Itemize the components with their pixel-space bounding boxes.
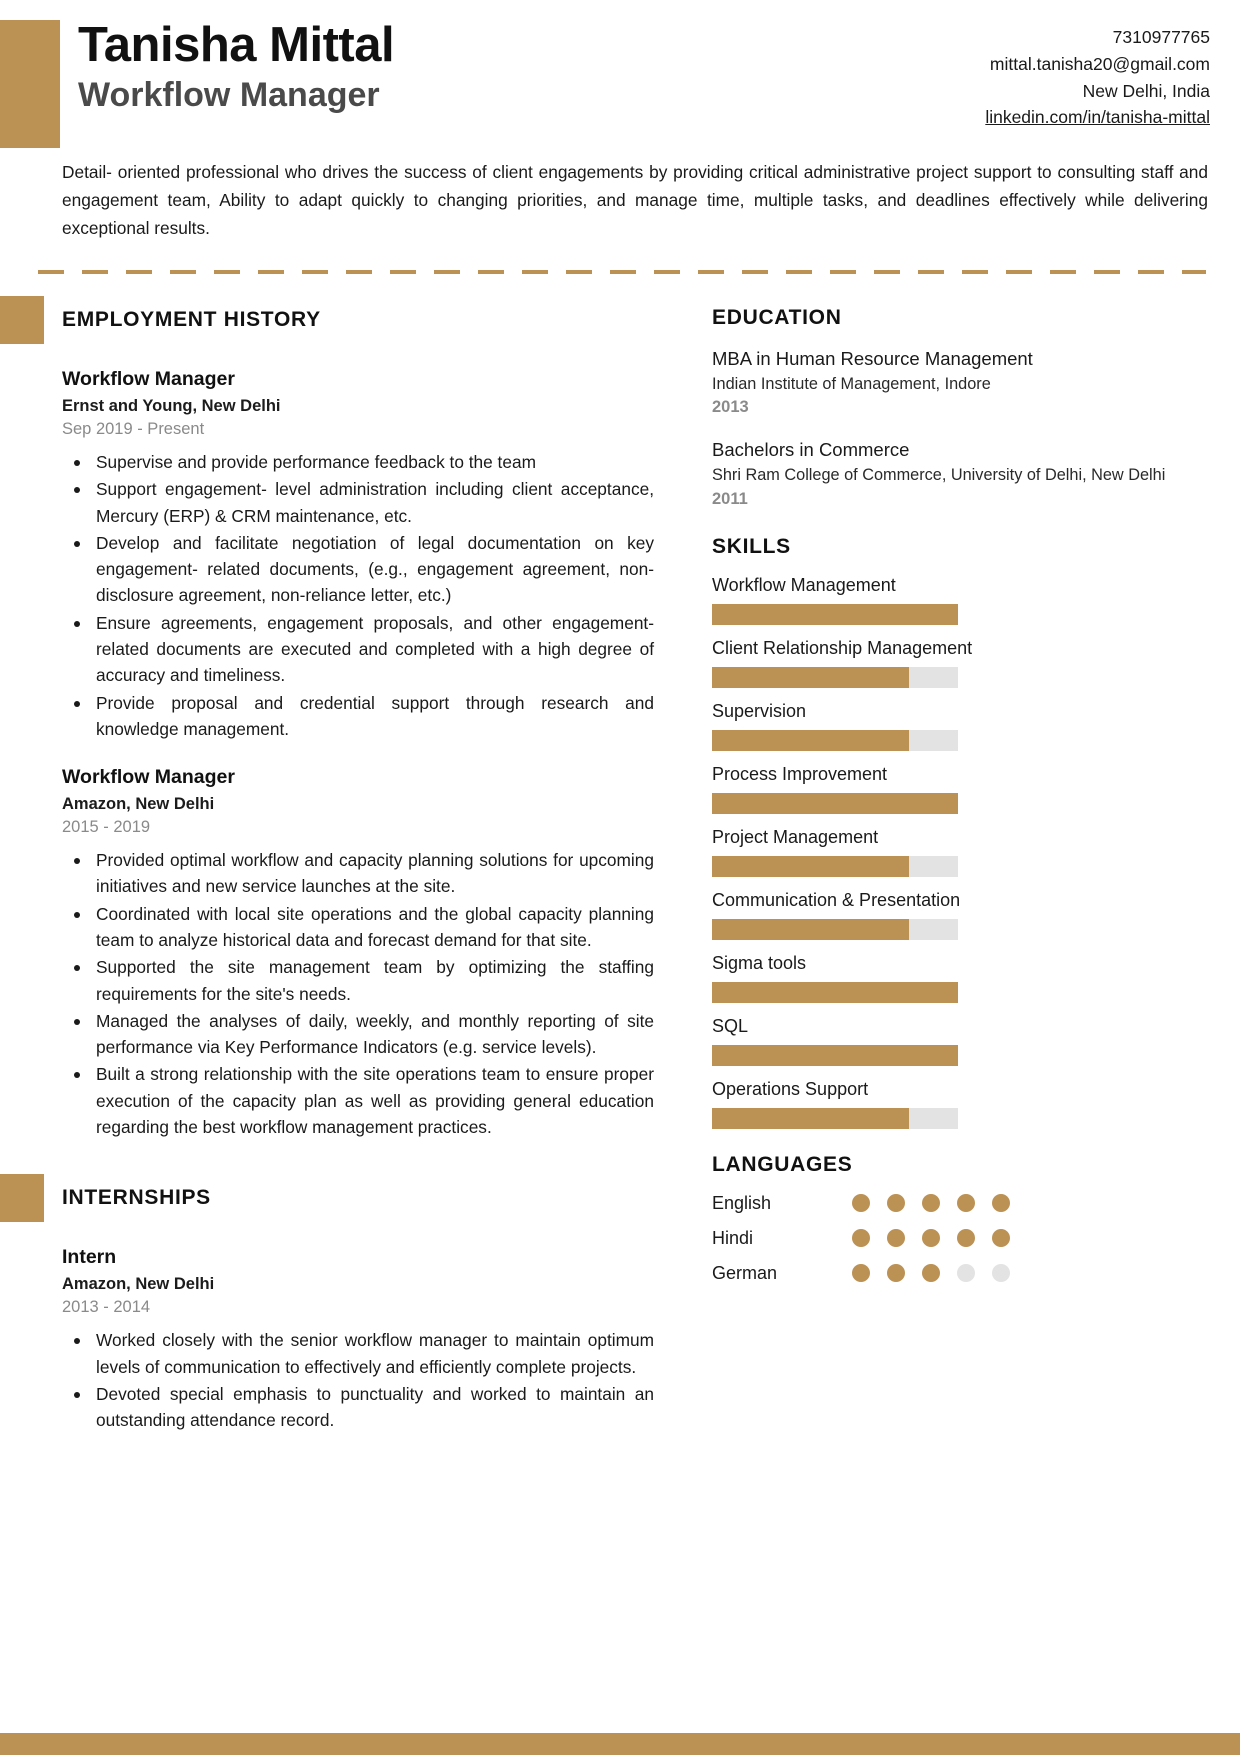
language-rating-dots — [852, 1194, 1010, 1212]
rating-dot-empty — [992, 1264, 1010, 1282]
rating-dot-filled — [957, 1194, 975, 1212]
skill-label: Sigma tools — [712, 952, 807, 973]
language-item — [712, 1228, 1212, 1249]
skill-bar-fill — [712, 919, 909, 940]
rating-dot-filled — [922, 1264, 940, 1282]
internship-bullet-list — [62, 1327, 654, 1433]
job-title: Workflow Manager — [62, 766, 235, 789]
education-entry — [712, 437, 1212, 508]
job-bullet: Supported the site management team by optimizing the staffing requirements for the site's needs. — [62, 954, 654, 1007]
job-bullet: Ensure agreements, engagement proposals, and other engagement-related documents are executed and completed with a high degree of accuracy and timeliness. — [62, 610, 654, 689]
skill-bar-track — [712, 667, 958, 688]
contact-location: New Delhi, India — [1082, 80, 1210, 101]
skill-bar-fill — [712, 856, 909, 877]
job-company: Amazon, New Delhi — [62, 795, 215, 814]
skill-label: Workflow Management — [712, 574, 896, 595]
skill-item — [712, 890, 1212, 940]
internships-heading-label: INTERNSHIPS — [62, 1186, 211, 1210]
skill-bar-track — [712, 730, 958, 751]
internship-company: Amazon, New Delhi — [62, 1275, 215, 1294]
rating-dot-filled — [852, 1264, 870, 1282]
skill-bar-track — [712, 1045, 958, 1066]
education-school: Shri Ram College of Commerce, University of Delhi, New Delhi — [712, 465, 1166, 484]
skill-item — [712, 575, 1212, 625]
language-label: German — [712, 1262, 778, 1283]
internship-dates: 2013 - 2014 — [62, 1298, 151, 1317]
languages-list — [712, 1193, 1212, 1284]
skill-label: Communication & Presentation — [712, 889, 961, 910]
education-year: 2013 — [712, 398, 749, 417]
rating-dot-filled — [887, 1229, 905, 1247]
rating-dot-filled — [992, 1229, 1010, 1247]
skill-label: Process Improvement — [712, 763, 888, 784]
employment-list — [0, 368, 712, 1140]
contact-email: mittal.tanisha20@gmail.com — [989, 53, 1210, 74]
rating-dot-filled — [957, 1229, 975, 1247]
rating-dot-empty — [957, 1264, 975, 1282]
internship-bullet: Worked closely with the senior workflow manager to maintain optimum levels of communication to effectively and efficiently complete projects. — [62, 1327, 654, 1380]
resume-body — [0, 274, 1240, 1434]
skill-bar-fill — [712, 982, 958, 1003]
skill-bar-track — [712, 919, 958, 940]
identity-block — [78, 18, 394, 116]
job-bullet-list — [62, 449, 654, 742]
contact-phone: 7310977765 — [1112, 27, 1210, 47]
skill-label: SQL — [712, 1015, 749, 1036]
job-bullet: Provided optimal workflow and capacity planning solutions for upcoming initiatives and new service launches at the site. — [62, 847, 654, 900]
skill-label: Project Management — [712, 826, 879, 847]
language-label: English — [712, 1192, 772, 1213]
contact-block — [985, 18, 1210, 131]
employment-heading-label: EMPLOYMENT HISTORY — [62, 308, 321, 332]
skill-bar-track — [712, 793, 958, 814]
rating-dot-filled — [992, 1194, 1010, 1212]
job-bullet: Provide proposal and credential support through research and knowledge management. — [62, 690, 654, 743]
skill-item — [712, 764, 1212, 814]
education-school: Indian Institute of Management, Indore — [712, 374, 991, 393]
skill-bar-fill — [712, 604, 958, 625]
job-company: Ernst and Young, New Delhi — [62, 397, 281, 416]
job-bullet: Managed the analyses of daily, weekly, and monthly reporting of site performance via Key Performance Indicators (e.g. service levels). — [62, 1008, 654, 1061]
resume-header — [0, 0, 1240, 152]
skill-item — [712, 1016, 1212, 1066]
skill-bar-fill — [712, 1045, 958, 1066]
skills-heading-label: SKILLS — [712, 534, 791, 558]
job-bullet-list — [62, 847, 654, 1140]
skill-bar-fill — [712, 1108, 909, 1129]
contact-linkedin-link[interactable]: linkedin.com/in/tanisha-mittal — [985, 107, 1210, 128]
skill-item — [712, 701, 1212, 751]
footer-accent-bar — [0, 1733, 1240, 1755]
job-bullet: Supervise and provide performance feedback to the team — [62, 449, 654, 475]
language-item — [712, 1193, 1212, 1214]
skill-item — [712, 638, 1212, 688]
language-item — [712, 1263, 1212, 1284]
language-rating-dots — [852, 1229, 1010, 1247]
education-year: 2011 — [712, 489, 748, 508]
skill-item — [712, 1079, 1212, 1129]
header-accent-block — [0, 20, 60, 148]
skill-bar-track — [712, 982, 958, 1003]
skill-bar-fill — [712, 793, 958, 814]
job-title: Workflow Manager — [62, 368, 235, 391]
job-entry — [62, 766, 654, 1140]
languages-heading-label: LANGUAGES — [712, 1152, 853, 1176]
education-degree: Bachelors in Commerce — [712, 439, 910, 461]
rating-dot-filled — [852, 1229, 870, 1247]
education-heading-label: EDUCATION — [712, 306, 842, 330]
profile-summary: Detail- oriented professional who drives the success of client engagements by providing critical administrative project support to consulting staff and engagement team, Ability to adapt quickly to changing priorities, and manage time, multiple tasks, and deadlines effectively while delivering exceptional results. — [62, 162, 1208, 239]
job-bullet: Coordinated with local site operations and the global capacity planning team to analyze historical data and forecast demand for that site. — [62, 901, 654, 954]
left-column — [0, 296, 712, 1434]
education-entry — [712, 346, 1212, 417]
heading-accent-bar — [0, 1174, 44, 1222]
rating-dot-filled — [887, 1264, 905, 1282]
job-bullet: Support engagement- level administration including client acceptance, Mercury (ERP) & CRM maintenance, etc. — [62, 476, 654, 529]
skill-label: Operations Support — [712, 1078, 869, 1099]
internship-bullet: Devoted special emphasis to punctuality and worked to maintain an outstanding attendance record. — [62, 1381, 654, 1434]
skill-label: Client Relationship Management — [712, 637, 973, 658]
education-degree: MBA in Human Resource Management — [712, 348, 1033, 370]
skill-bar-track — [712, 604, 958, 625]
right-column — [712, 296, 1240, 1434]
skills-list — [712, 575, 1212, 1129]
language-rating-dots — [852, 1264, 1010, 1282]
skill-bar-fill — [712, 667, 909, 688]
heading-accent-bar — [0, 296, 44, 344]
job-bullet: Built a strong relationship with the site operations team to ensure proper execution of the capacity plan as well as providing general education regarding the best workflow management practices. — [62, 1061, 654, 1140]
internship-title: Intern — [62, 1246, 117, 1269]
section-heading-employment — [0, 296, 712, 344]
rating-dot-filled — [852, 1194, 870, 1212]
skill-label: Supervision — [712, 700, 807, 721]
rating-dot-filled — [887, 1194, 905, 1212]
header-job-title: Workflow Manager — [78, 75, 380, 114]
internship-list — [0, 1246, 712, 1433]
page-title: Tanisha Mittal — [78, 18, 395, 72]
job-bullet: Develop and facilitate negotiation of legal documentation on key engagement- related documents, (e.g., engagement agreement, non-disclosure agreement, non-reliance letter, etc.) — [62, 530, 654, 609]
skill-bar-fill — [712, 730, 909, 751]
skill-bar-track — [712, 856, 958, 877]
internship-entry — [62, 1246, 654, 1433]
skill-item — [712, 827, 1212, 877]
rating-dot-filled — [922, 1229, 940, 1247]
skill-bar-track — [712, 1108, 958, 1129]
skill-item — [712, 953, 1212, 1003]
language-label: Hindi — [712, 1227, 754, 1248]
job-dates: Sep 2019 - Present — [62, 420, 205, 439]
job-dates: 2015 - 2019 — [62, 818, 151, 837]
job-entry — [62, 368, 654, 742]
section-heading-internships — [0, 1174, 712, 1222]
rating-dot-filled — [922, 1194, 940, 1212]
